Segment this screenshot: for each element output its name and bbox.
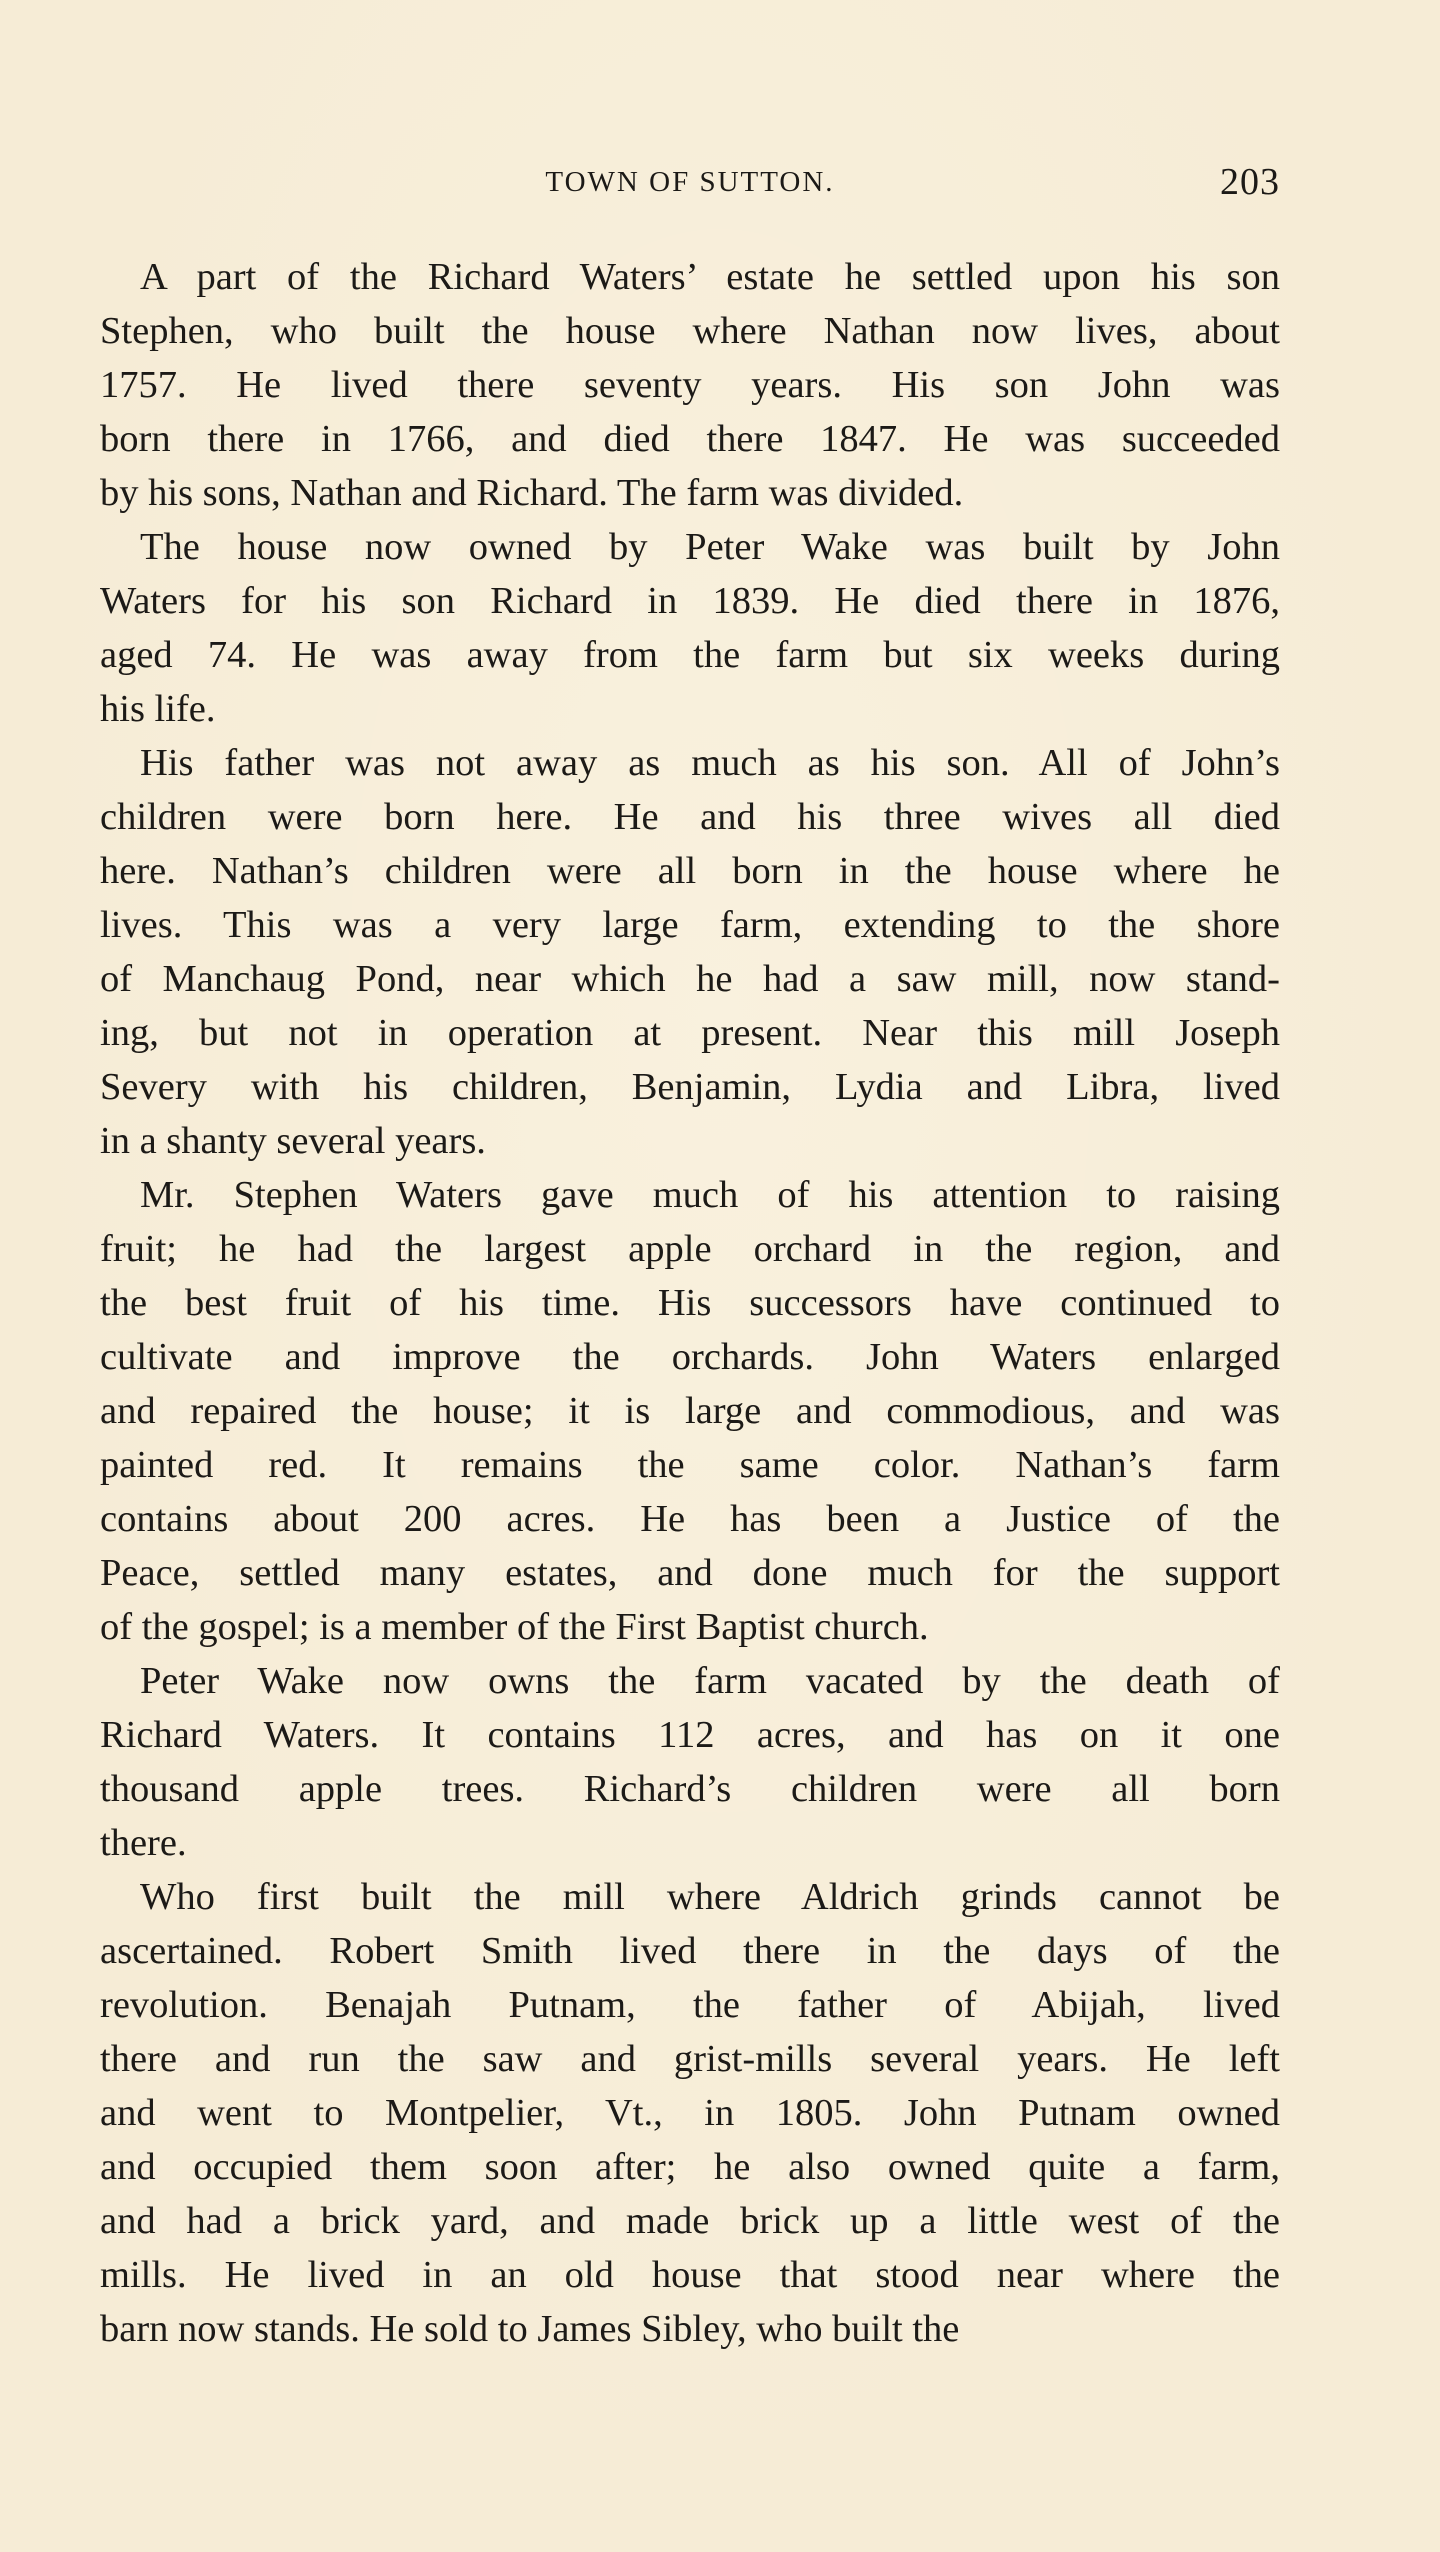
text-line: Waters for his son Richard in 1839. He died there in 1876, (100, 580, 1280, 622)
text-line: of Manchaug Pond, near which he had a saw mill, now stand- (100, 958, 1280, 1000)
paragraph (100, 520, 1280, 736)
text-line: the best fruit of his time. His successors have continued to (100, 1282, 1280, 1324)
running-title: TOWN OF SUTTON. (545, 166, 835, 198)
text-line: fruit; he had the largest apple orchard in the region, and (100, 1228, 1280, 1270)
text-line: barn now stands. He sold to James Sibley, who built the (100, 2308, 960, 2350)
text-line: mills. He lived in an old house that stood near where the (100, 2254, 1280, 2296)
text-line: here. Nathan’s children were all born in the house where he (100, 850, 1280, 892)
paragraph (100, 1168, 1280, 1654)
text-line: cultivate and improve the orchards. John Waters enlarged (100, 1336, 1280, 1378)
text-line: lives. This was a very large farm, extending to the shore (100, 904, 1280, 946)
text-line: painted red. It remains the same color. Nathan’s farm (100, 1444, 1280, 1486)
page-number: 203 (1220, 161, 1280, 203)
body-text (100, 250, 1280, 2356)
text-line: born there in 1766, and died there 1847. He was succeeded (100, 418, 1280, 460)
text-line: there and run the saw and grist-mills several years. He left (100, 2038, 1280, 2080)
text-line: ing, but not in operation at present. Near this mill Joseph (100, 1012, 1280, 1054)
paragraph (100, 250, 1280, 520)
text-line: thousand apple trees. Richard’s children were all born (100, 1768, 1280, 1810)
text-line: Peace, settled many estates, and done much for the support (100, 1552, 1280, 1594)
text-line: and went to Montpelier, Vt., in 1805. John Putnam owned (100, 2092, 1280, 2134)
text-line: Severy with his children, Benjamin, Lydia and Libra, lived (100, 1066, 1280, 1108)
text-line: The house now owned by Peter Wake was built by John (140, 526, 1280, 568)
text-line: ascertained. Robert Smith lived there in the days of the (100, 1930, 1280, 1972)
text-line: Mr. Stephen Waters gave much of his attention to raising (140, 1174, 1280, 1216)
text-line: aged 74. He was away from the farm but six weeks during (100, 634, 1280, 676)
text-line: and occupied them soon after; he also owned quite a farm, (100, 2146, 1280, 2188)
text-line: contains about 200 acres. He has been a Justice of the (100, 1498, 1280, 1540)
text-line: in a shanty several years. (100, 1120, 486, 1162)
text-line: and repaired the house; it is large and commodious, and was (100, 1390, 1280, 1432)
text-line: Who first built the mill where Aldrich grinds cannot be (140, 1876, 1280, 1918)
text-line: by his sons, Nathan and Richard. The farm was divided. (100, 472, 964, 514)
text-line: there. (100, 1822, 187, 1864)
paragraph (100, 1870, 1280, 2356)
text-line: his life. (100, 688, 216, 730)
text-line: children were born here. He and his three wives all died (100, 796, 1280, 838)
running-head (100, 160, 1280, 210)
text-line: revolution. Benajah Putnam, the father of Abijah, lived (100, 1984, 1280, 2026)
text-line: Richard Waters. It contains 112 acres, and has on it one (100, 1714, 1280, 1756)
text-line: and had a brick yard, and made brick up a little west of the (100, 2200, 1280, 2242)
text-line: His father was not away as much as his son. All of John’s (140, 742, 1280, 784)
paragraph (100, 736, 1280, 1168)
paragraph (100, 1654, 1280, 1870)
text-line: A part of the Richard Waters’ estate he settled upon his son (140, 256, 1280, 298)
text-line: Stephen, who built the house where Nathan now lives, about (100, 310, 1280, 352)
text-line: of the gospel; is a member of the First Baptist church. (100, 1606, 929, 1648)
text-line: 1757. He lived there seventy years. His son John was (100, 364, 1280, 406)
text-line: Peter Wake now owns the farm vacated by the death of (140, 1660, 1280, 1702)
